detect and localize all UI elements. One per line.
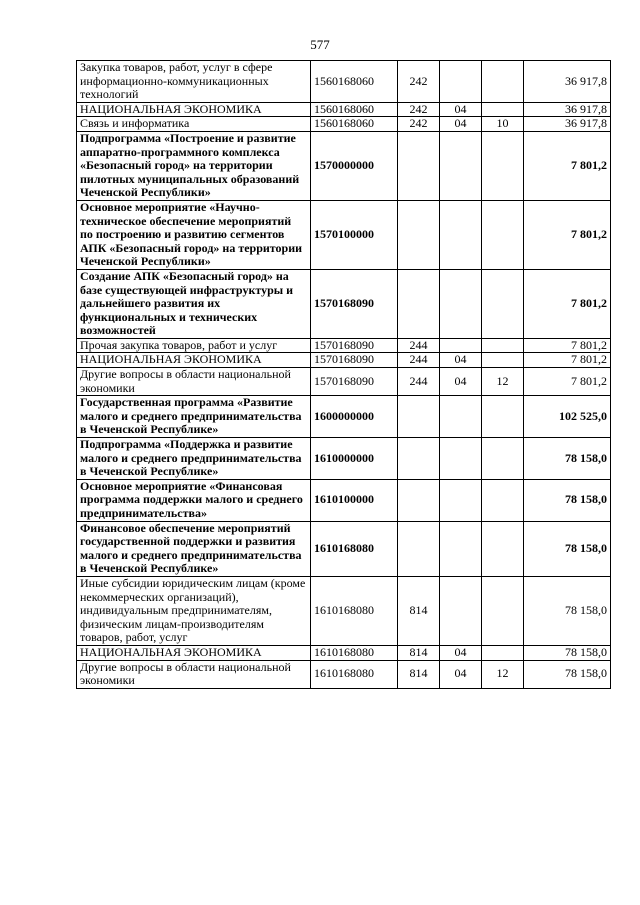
table-row	[77, 479, 611, 521]
row-section	[440, 521, 482, 576]
row-section	[440, 396, 482, 438]
row-name: Государственная программа «Развитие малого и среднего предпринимательства в Чеченской Республике»	[77, 396, 311, 438]
row-amount: 102 525,0	[524, 396, 611, 438]
row-target-code: 1570168090	[311, 353, 398, 368]
row-section	[440, 131, 482, 200]
row-name: Создание АПК «Безопасный город» на базе существующей инфраструктуры и дальнейшего развития их функциональных и технических возможностей	[77, 269, 311, 338]
row-amount: 7 801,2	[524, 131, 611, 200]
row-target-code: 1560168060	[311, 102, 398, 117]
table-row	[77, 102, 611, 117]
row-expense-type	[398, 438, 440, 480]
row-amount: 36 917,8	[524, 61, 611, 103]
row-section	[440, 576, 482, 645]
row-subsection	[482, 576, 524, 645]
budget-table-body	[77, 61, 611, 689]
row-amount: 36 917,8	[524, 117, 611, 132]
row-subsection	[482, 269, 524, 338]
row-subsection	[482, 131, 524, 200]
row-target-code: 1610100000	[311, 479, 398, 521]
row-target-code: 1600000000	[311, 396, 398, 438]
row-amount: 36 917,8	[524, 102, 611, 117]
row-section	[440, 61, 482, 103]
row-target-code: 1570000000	[311, 131, 398, 200]
row-section: 04	[440, 102, 482, 117]
row-expense-type	[398, 131, 440, 200]
row-amount: 78 158,0	[524, 438, 611, 480]
table-row	[77, 200, 611, 269]
row-amount: 7 801,2	[524, 353, 611, 368]
table-row	[77, 368, 611, 396]
table-row	[77, 338, 611, 353]
row-amount: 7 801,2	[524, 200, 611, 269]
table-row	[77, 353, 611, 368]
row-subsection	[482, 396, 524, 438]
row-section	[440, 438, 482, 480]
row-expense-type: 814	[398, 645, 440, 660]
row-target-code: 1570100000	[311, 200, 398, 269]
row-target-code: 1570168090	[311, 368, 398, 396]
row-name: Иные субсидии юридическим лицам (кроме некоммерческих организаций), индивидуальным предпринимателям, физическим лицам-производителям товаров, работ, услуг	[77, 576, 311, 645]
row-name: НАЦИОНАЛЬНАЯ ЭКОНОМИКА	[77, 353, 311, 368]
row-name: Прочая закупка товаров, работ и услуг	[77, 338, 311, 353]
row-name: Финансовое обеспечение мероприятий государственной поддержки и развития малого и среднего предпринимательства в Чеченской Республике»	[77, 521, 311, 576]
row-expense-type: 244	[398, 353, 440, 368]
table-row	[77, 645, 611, 660]
row-name: Основное мероприятие «Финансовая программа поддержки малого и среднего предпринимательства»	[77, 479, 311, 521]
row-amount: 7 801,2	[524, 269, 611, 338]
row-target-code: 1610168080	[311, 521, 398, 576]
row-expense-type	[398, 521, 440, 576]
table-row	[77, 438, 611, 480]
row-subsection	[482, 353, 524, 368]
row-target-code: 1610168080	[311, 576, 398, 645]
row-subsection	[482, 438, 524, 480]
row-name: Основное мероприятие «Научно-техническое обеспечение мероприятий по построению и развитию сегментов АПК «Безопасный город» на территории Чеченской Республики»	[77, 200, 311, 269]
row-expense-type: 244	[398, 368, 440, 396]
row-name: НАЦИОНАЛЬНАЯ ЭКОНОМИКА	[77, 645, 311, 660]
row-target-code: 1560168060	[311, 117, 398, 132]
row-expense-type: 244	[398, 338, 440, 353]
row-name: Подпрограмма «Поддержка и развитие малого и среднего предпринимательства в Чеченской Республике»	[77, 438, 311, 480]
table-row	[77, 117, 611, 132]
table-row	[77, 660, 611, 688]
table-row	[77, 521, 611, 576]
row-amount: 78 158,0	[524, 645, 611, 660]
row-section: 04	[440, 353, 482, 368]
row-amount: 78 158,0	[524, 660, 611, 688]
row-target-code: 1610168080	[311, 660, 398, 688]
row-target-code: 1570168090	[311, 269, 398, 338]
row-expense-type: 814	[398, 576, 440, 645]
row-subsection: 12	[482, 660, 524, 688]
row-expense-type	[398, 269, 440, 338]
row-amount: 78 158,0	[524, 521, 611, 576]
row-target-code: 1610000000	[311, 438, 398, 480]
row-subsection	[482, 102, 524, 117]
row-section	[440, 338, 482, 353]
row-section	[440, 269, 482, 338]
row-expense-type: 242	[398, 61, 440, 103]
row-expense-type: 814	[398, 660, 440, 688]
row-expense-type	[398, 396, 440, 438]
row-subsection: 10	[482, 117, 524, 132]
row-name: Другие вопросы в области национальной экономики	[77, 660, 311, 688]
row-target-code: 1610168080	[311, 645, 398, 660]
row-name: НАЦИОНАЛЬНАЯ ЭКОНОМИКА	[77, 102, 311, 117]
table-row	[77, 61, 611, 103]
row-section	[440, 479, 482, 521]
row-subsection	[482, 61, 524, 103]
row-expense-type: 242	[398, 102, 440, 117]
row-name: Закупка товаров, работ, услуг в сфере информационно-коммуникационных технологий	[77, 61, 311, 103]
row-section	[440, 200, 482, 269]
row-target-code: 1560168060	[311, 61, 398, 103]
row-amount: 78 158,0	[524, 576, 611, 645]
row-section: 04	[440, 368, 482, 396]
row-subsection: 12	[482, 368, 524, 396]
row-amount: 78 158,0	[524, 479, 611, 521]
row-subsection	[482, 338, 524, 353]
row-expense-type	[398, 479, 440, 521]
table-row	[77, 131, 611, 200]
table-row	[77, 576, 611, 645]
row-expense-type: 242	[398, 117, 440, 132]
row-subsection	[482, 479, 524, 521]
row-name: Другие вопросы в области национальной экономики	[77, 368, 311, 396]
page-number: 577	[310, 37, 330, 52]
table-row	[77, 396, 611, 438]
row-subsection	[482, 521, 524, 576]
row-subsection	[482, 200, 524, 269]
row-amount: 7 801,2	[524, 338, 611, 353]
budget-table	[76, 60, 611, 689]
row-expense-type	[398, 200, 440, 269]
row-section: 04	[440, 645, 482, 660]
row-target-code: 1570168090	[311, 338, 398, 353]
row-section: 04	[440, 660, 482, 688]
row-subsection	[482, 645, 524, 660]
row-section: 04	[440, 117, 482, 132]
row-name: Подпрограмма «Построение и развитие аппаратно-программного комплекса «Безопасный город» на территории пилотных муниципальных образований Чеченской Республики»	[77, 131, 311, 200]
row-amount: 7 801,2	[524, 368, 611, 396]
table-row	[77, 269, 611, 338]
row-name: Связь и информатика	[77, 117, 311, 132]
